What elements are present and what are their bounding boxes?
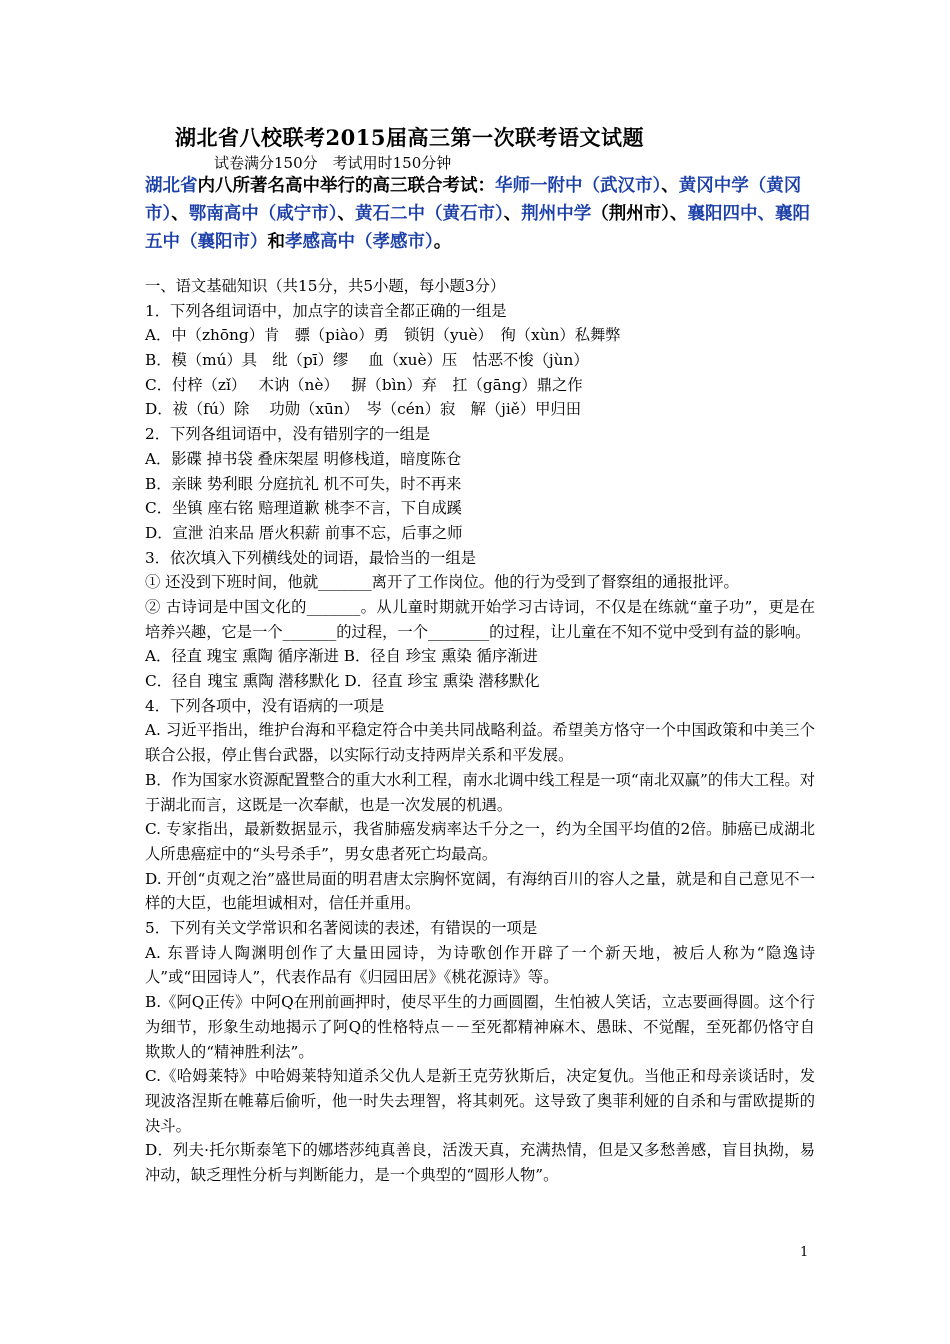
intro-segment: 、 <box>661 176 679 196</box>
answer-option: B.《阿Q正传》中阿Q在刑前画押时，使尽平生的力画圆圈，生怕被人笑话，立志要画得圆。这个行为细节，形象生动地揭示了阿Q的性格特点－－至死都精神麻木、愚昧、不觉醒，至死都仍恪守自欺欺人的“精神胜利法”。 <box>145 993 815 1061</box>
exam-info: 试卷满分150分 考试用时150分钟 <box>214 154 452 172</box>
intro-segment: 和 <box>267 232 285 252</box>
answer-option: D．祓（fú）除 功勋（xūn） 岑（cén）寂 解（jiě）甲归田 <box>145 400 582 419</box>
answer-option: B．作为国家水资源配置整合的重大水利工程，南水北调中线工程是一项“南北双赢”的伟大工程。对于湖北而言，这既是一次奉献，也是一次发展的机遇。 <box>145 770 815 814</box>
intro-segment: （荆州市）、 <box>591 204 688 224</box>
intro-segment: 黄石二中（黄石市） <box>355 204 504 224</box>
answer-option: D．列夫·托尔斯泰笔下的娜塔莎纯真善良，活泼天真，充满热情，但是又多愁善感，盲目执拗，易冲动，缺乏理性分析与判断能力，是一个典型的“圆形人物”。 <box>145 1141 815 1185</box>
answer-option: B．亲睐 势利眼 分庭抗礼 机不可失，时不再来 <box>145 474 462 493</box>
intro-segment: 、 <box>171 204 189 224</box>
answer-option: D. 开创“贞观之治”盛世局面的明君唐太宗胸怀宽阔，有海纳百川的容人之量，就是和自己意见不一样的大臣，也能坦诚相对，信任并重用。 <box>145 869 815 913</box>
question-sentence: ② 古诗词是中国文化的_______。从儿童时期就开始学习古诗词，不仅是在练就“童子功”，更是在培养兴趣，它是一个_______的过程，一个________的过程，让儿童在不知不觉中受到有益的影响。 <box>145 597 815 641</box>
answer-option: C.《哈姆莱特》中哈姆莱特知道杀父仇人是新王克劳狄斯后，决定复仇。当他正和母亲谈话时，发现波洛涅斯在帷幕后偷听，他一时失去理智，将其刺死。这导致了奥菲利娅的自杀和与雷欧提斯的决斗。 <box>145 1067 815 1135</box>
intro-segment: 湖北省 <box>145 176 198 196</box>
answer-option: A．影碟 掉书袋 叠床架屋 明修栈道，暗度陈仓 <box>145 449 462 468</box>
answer-option: C. 专家指出，最新数据显示，我省肺癌发病率达千分之一，约为全国平均值的2倍。肺癌已成湖北人所患癌症中的“头号杀手”，男女患者死亡均最高。 <box>145 820 815 863</box>
answer-option: B．模（mú）具 纰（pī）缪 血（xuè）压 怙恶不悛（jùn） <box>145 351 589 370</box>
intro-segment: 鄂南高中（咸宁市） <box>188 204 338 224</box>
section-heading: 一、语文基础知识（共15分，共5小题，每小题3分） <box>145 277 506 295</box>
intro-segment: 、 <box>503 204 522 224</box>
question-stem: 3．依次填入下列横线处的词语，最恰当的一组是 <box>145 548 476 567</box>
question-stem: 4．下列各项中，没有语病的一项是 <box>145 696 385 715</box>
answer-option: A．径直 瑰宝 熏陶 循序渐进 B．径自 珍宝 熏染 循序渐进 <box>145 647 538 666</box>
intro-segment: 黄冈中学（黄冈市） <box>145 176 802 224</box>
answer-option: C．坐镇 座右铭 赔理道歉 桃李不言，下自成蹊 <box>145 499 462 518</box>
question-stem: 1．下列各组词语中，加点字的读音全都正确的一组是 <box>145 301 507 320</box>
intro-segment: 荆州中学 <box>521 204 592 224</box>
intro-paragraph <box>145 172 815 256</box>
intro-segment: 。 <box>433 232 452 252</box>
answer-option: C．径自 瑰宝 熏陶 潜移默化 D．径直 珍宝 熏染 潜移默化 <box>145 672 540 691</box>
intro-segment: 华师一附中（武汉市） <box>495 176 662 196</box>
question-stem: 5．下列有关文学常识和名著阅读的表述，有错误的一项是 <box>145 919 538 938</box>
intro-segment: 孝感高中（孝感市） <box>285 232 434 252</box>
exam-content <box>145 274 815 1188</box>
intro-segment: 内八所著名高中举行的高三联合考试： <box>197 176 495 196</box>
answer-option: D．宣泄 泊来品 厝火积薪 前事不忘，后事之师 <box>145 523 463 542</box>
page-number: 1 <box>800 1245 809 1260</box>
answer-option: A. 东晋诗人陶渊明创作了大量田园诗，为诗歌创作开辟了一个新天地，被后人称为“隐逸诗人”或“田园诗人”，代表作品有《归园田居》《桃花源诗》等。 <box>145 943 815 987</box>
answer-option: A. 习近平指出，维护台海和平稳定符合中美共同战略利益。希望美方恪守一个中国政策和中美三个联合公报，停止售台武器，以实际行动支持两岸关系和平发展。 <box>145 721 815 765</box>
answer-option: A．中（zhōng）肯 骠（piào）勇 锁钥（yuè） 徇（xùn）私舞弊 <box>145 326 621 345</box>
question-stem: 2．下列各组词语中，没有错别字的一组是 <box>145 425 431 444</box>
document-title: 湖北省八校联考2015届高三第一次联考语文试题 <box>175 125 644 150</box>
intro-segment: 襄阳四中、襄阳五中（襄阳市） <box>145 204 810 252</box>
intro-segment: 、 <box>337 204 355 224</box>
answer-option: C．付梓（zǐ） 木讷（nè） 摒（bìn）弃 扛（gāng）鼎之作 <box>145 375 583 394</box>
question-sentence: ① 还没到下班时间，他就_______离开了工作岗位。他的行为受到了督察组的通报批评。 <box>145 573 739 592</box>
